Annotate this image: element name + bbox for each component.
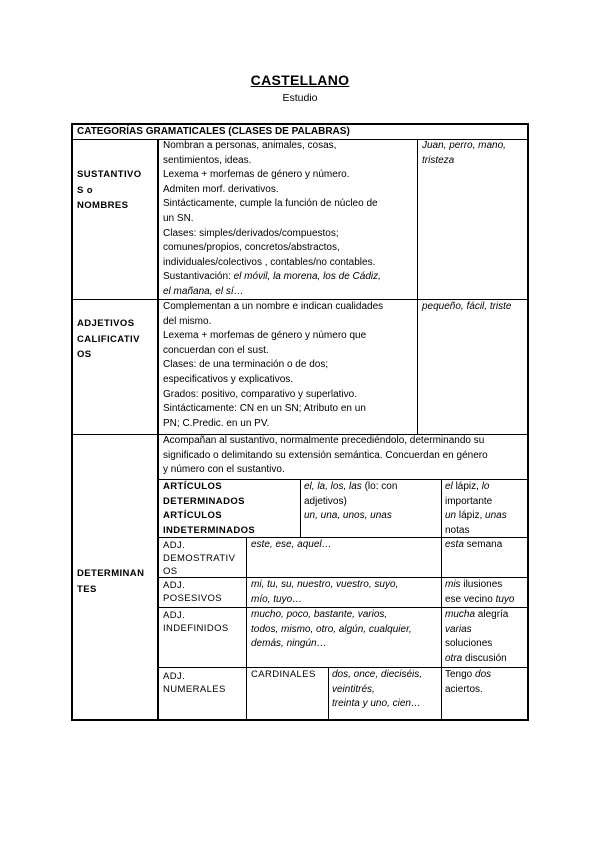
numerales-forms: dos, once, dieciséis, veintitrés, treinta y uno, cien… <box>332 669 423 710</box>
numerales-label: ADJ. NUMERALES <box>163 671 226 695</box>
adjetivos-examples: pequeño, fácil, triste <box>422 301 512 312</box>
sustantivo-label: SUSTANTIVO S o NOMBRES <box>77 169 142 211</box>
articulos-label: ARTÍCULOS DETERMINADOS ARTÍCULOS INDETERMINADOS <box>163 481 256 536</box>
posesivos-label: ADJ. POSESIVOS <box>163 580 223 604</box>
demostrativos-example: esta semana <box>445 539 503 550</box>
numerales-examples: Tengo dos aciertos. <box>445 669 492 695</box>
table-heading: CATEGORÍAS GRAMATICALES (CLASES DE PALABRAS) <box>77 126 350 137</box>
articulos-forms: el, la, los, las (lo: con adjetivos) un, una, unos, unas <box>304 481 398 522</box>
demostrativos-forms: este, ese, aquel… <box>251 539 332 550</box>
sustantivo-description: Nombran a personas, animales, cosas, sentimientos, ideas. Lexema + morfemas de género y número. Admiten morf. derivativos. Sintácticamente, cumple la función de núcleo de un SN. Clases: simples/derivados/compuestos; comunes/propios, concretos/abstractos, individuales/colectivos , contables/no contables. Sustantivación: el móvil, la morena, los de Cádiz, el mañana, el sí… <box>163 140 381 297</box>
indefinidos-examples: mucha alegría varias soluciones otra discusión <box>445 609 509 664</box>
cardinales-label: CARDINALES <box>251 669 316 680</box>
posesivos-examples: mis ilusiones ese vecino tuyo <box>445 579 515 605</box>
adjetivos-description: Complementan a un nombre e indican cualidades del mismo. Lexema + morfemas de género y número que concuerdan con el sust. Clases: de una terminación o de dos; especificativos y explicativos. Grados: positivo, comparativo y superlativo. Sintácticamente: CN en un SN; Atributo en un PN; C.Predic. en un PV. <box>163 301 384 429</box>
document-subtitle: Estudio <box>282 92 318 104</box>
sustantivo-examples: Juan, perro, mano, tristeza <box>422 140 506 166</box>
adjetivos-label: ADJETIVOS CALIFICATIV OS <box>77 318 140 360</box>
indefinidos-label: ADJ. INDEFINIDOS <box>163 610 229 634</box>
grammar-table <box>71 123 529 721</box>
posesivos-forms: mi, tu, su, nuestro, vuestro, suyo, mío, tuyo… <box>251 579 399 605</box>
articulos-examples: el lápiz, lo importante un lápiz, unas notas <box>445 481 507 536</box>
indefinidos-forms: mucho, poco, bastante, varios, todos, mismo, otro, algún, cualquier, demás, ningún… <box>251 609 412 650</box>
determinantes-intro: Acompañan al sustantivo, normalmente precediéndolo, determinando su significado o delimitando su extensión semántica. Concuerdan en género y número con el sustantivo. <box>163 435 488 476</box>
document-title: CASTELLANO <box>250 72 350 88</box>
determinantes-label: DETERMINAN TES <box>77 568 145 595</box>
demostrativos-label: ADJ. DEMOSTRATIV OS <box>163 540 236 577</box>
